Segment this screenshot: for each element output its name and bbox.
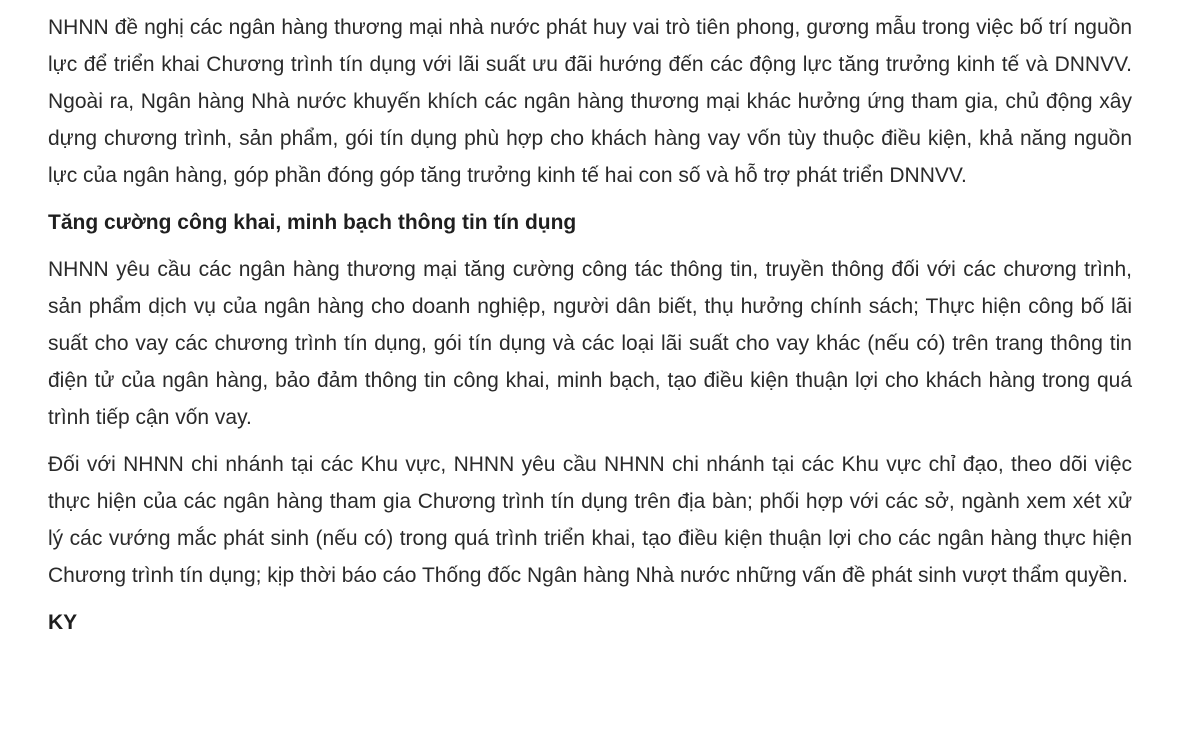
article-paragraph-1: NHNN đề nghị các ngân hàng thương mại nhà nước phát huy vai trò tiên phong, gương mẫu trong việc bố trí nguồn lực để triển khai Chương trình tín dụng với lãi suất ưu đãi hướng đến các động lực tăng trưởng kinh tế và DNNVV. Ngoài ra, Ngân hàng Nhà nước khuyến khích các ngân hàng thương mại khác hưởng ứng tham gia, chủ động xây dựng chương trình, sản phẩm, gói tín dụng phù hợp cho khách hàng vay vốn tùy thuộc điều kiện, khả năng nguồn lực của ngân hàng, góp phần đóng góp tăng trưởng kinh tế hai con số và hỗ trợ phát triển DNNVV.: [48, 16, 1132, 187]
article-paragraph-3: Đối với NHNN chi nhánh tại các Khu vực, NHNN yêu cầu NHNN chi nhánh tại các Khu vực chỉ đạo, theo dõi việc thực hiện của các ngân hàng tham gia Chương trình tín dụng trên địa bàn; phối hợp với các sở, ngành xem xét xử lý các vướng mắc phát sinh (nếu có) trong quá trình triển khai, tạo điều kiện thuận lợi cho các ngân hàng thực hiện Chương trình tín dụng; kịp thời báo cáo Thống đốc Ngân hàng Nhà nước những vấn đề phát sinh vượt thẩm quyền.: [48, 453, 1132, 587]
section-heading: Tăng cường công khai, minh bạch thông tin tín dụng: [48, 211, 577, 234]
article-paragraph-2: NHNN yêu cầu các ngân hàng thương mại tăng cường công tác thông tin, truyền thông đối với các chương trình, sản phẩm dịch vụ của ngân hàng cho doanh nghiệp, người dân biết, thụ hưởng chính sách; Thực hiện công bố lãi suất cho vay các chương trình tín dụng, gói tín dụng và các loại lãi suất cho vay khác (nếu có) trên trang thông tin điện tử của ngân hàng, bảo đảm thông tin công khai, minh bạch, tạo điều kiện thuận lợi cho khách hàng trong quá trình tiếp cận vốn vay.: [48, 258, 1132, 429]
author-signature: KY: [48, 611, 78, 634]
article-body: [48, 9, 1132, 641]
